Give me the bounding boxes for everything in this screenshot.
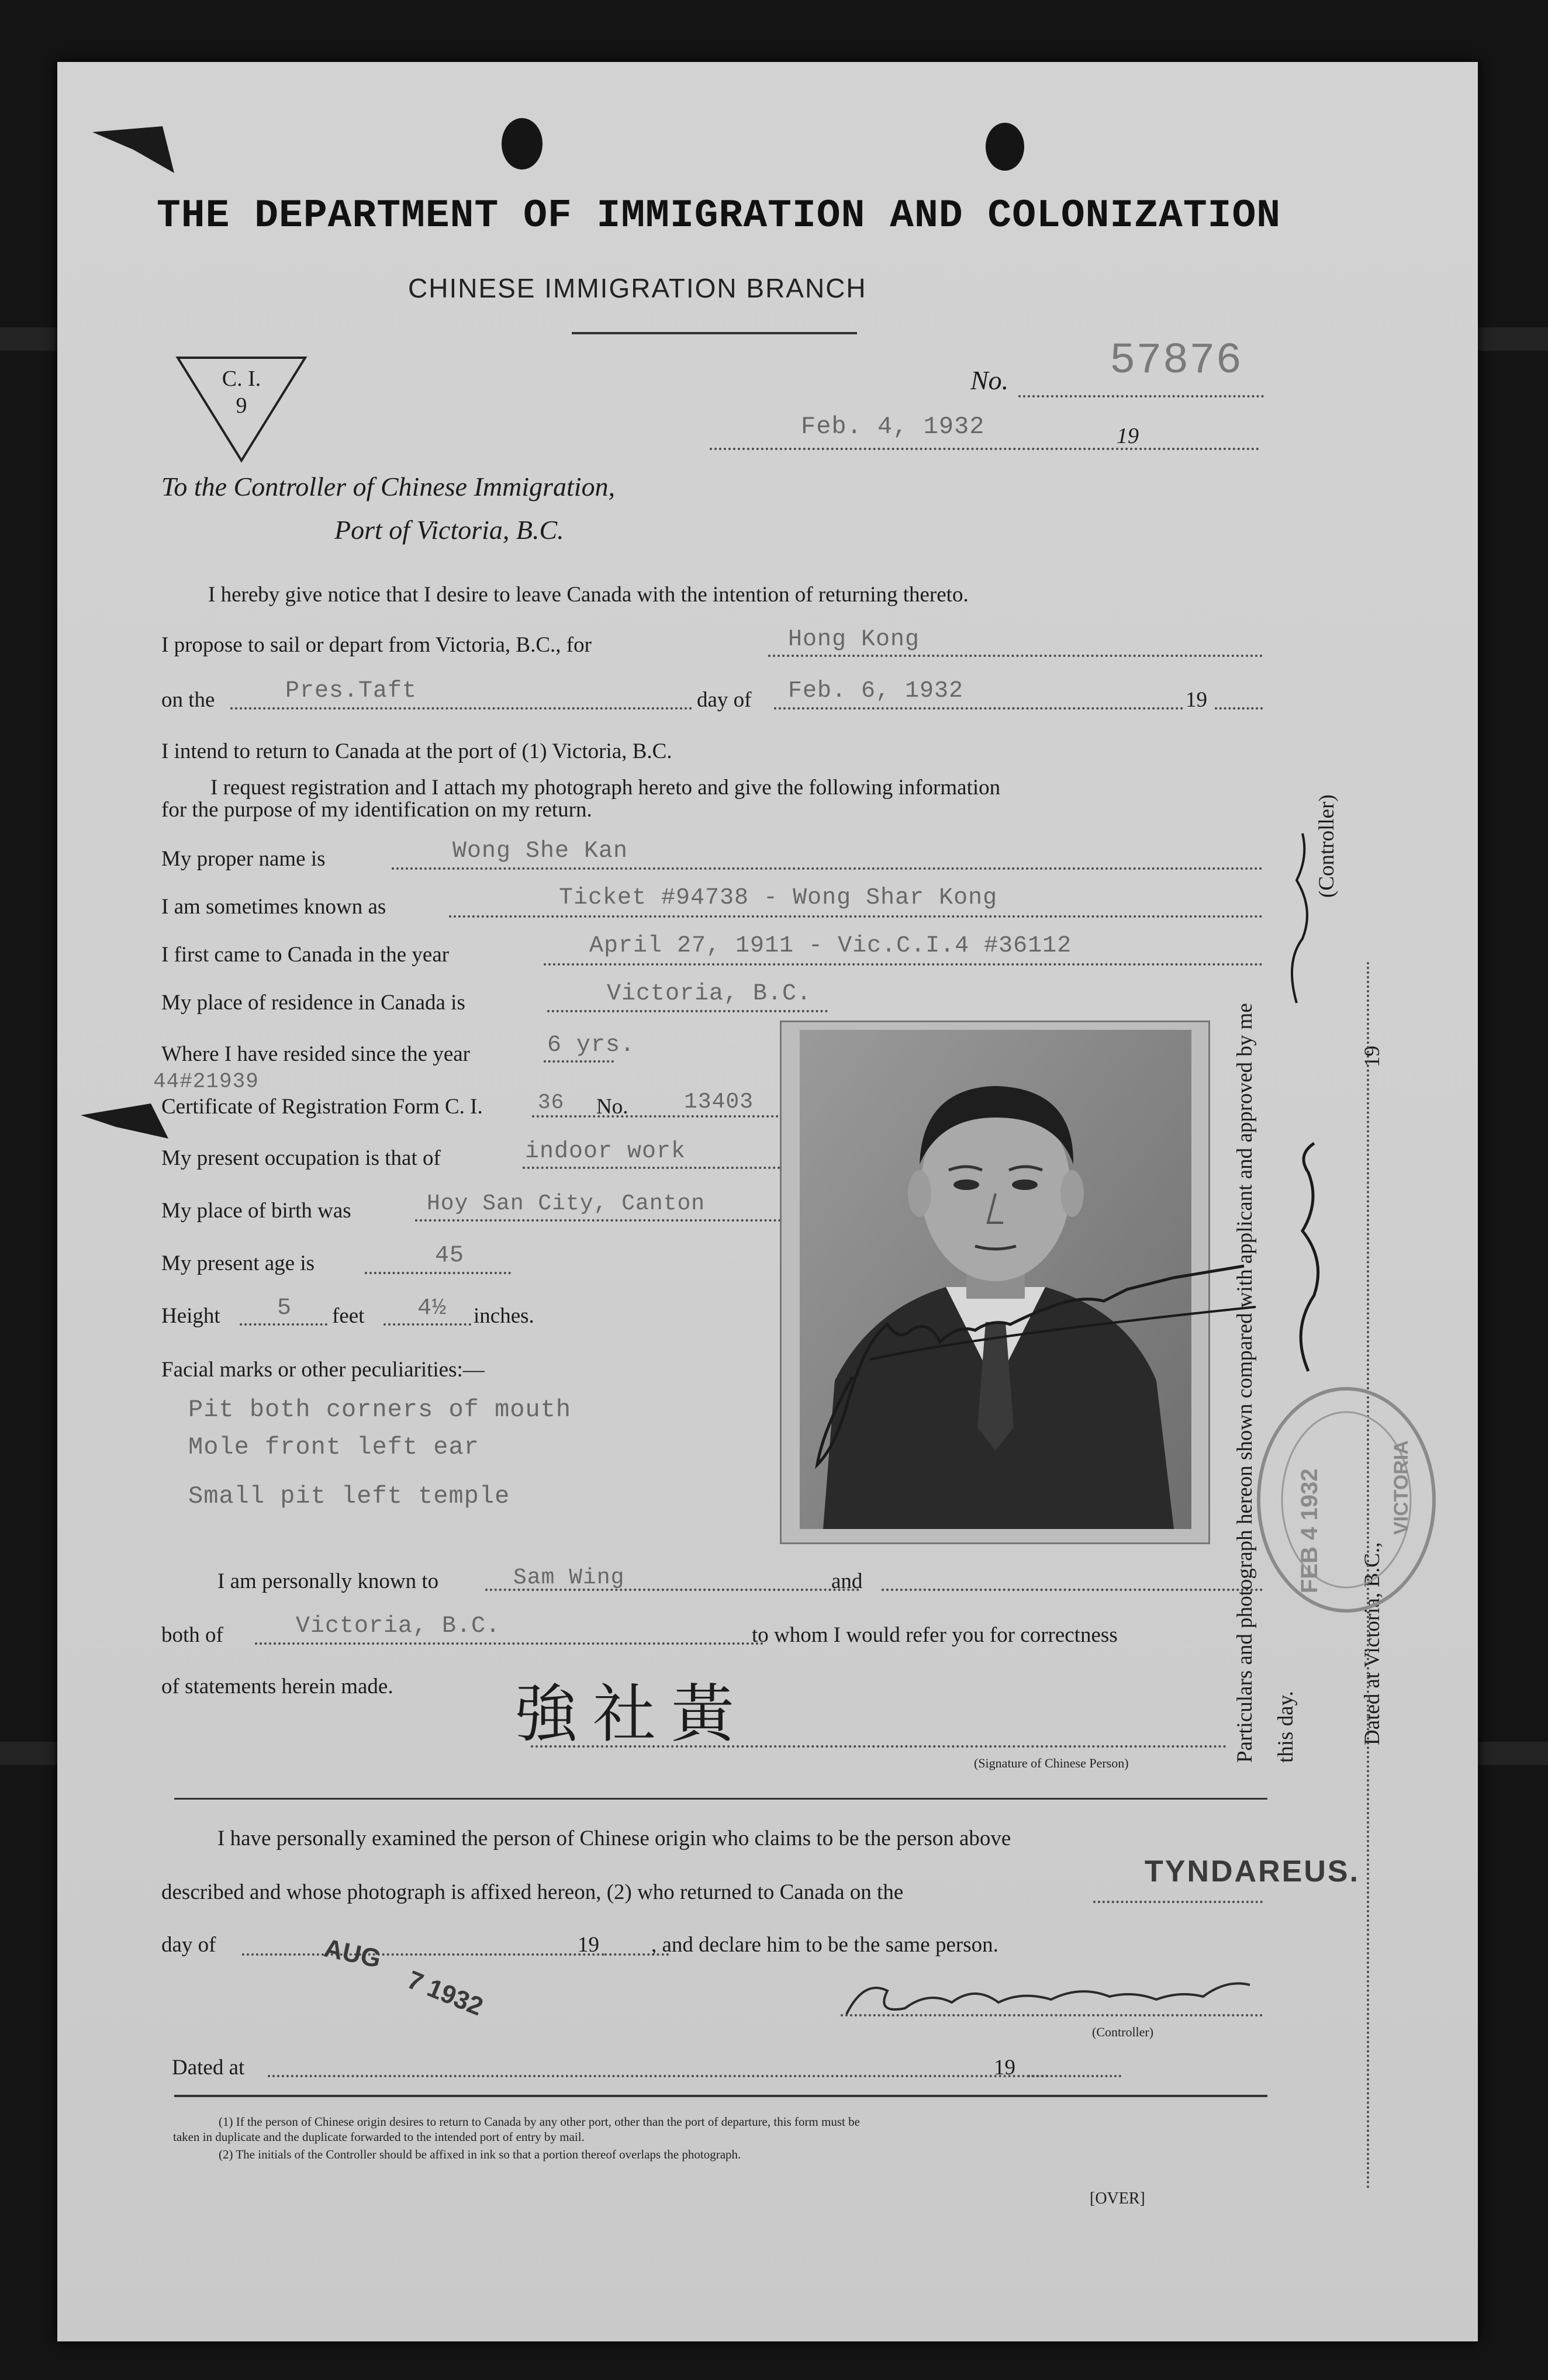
- returned-on-line: [1093, 1901, 1263, 1903]
- first-came-line: [544, 963, 1263, 966]
- residence-label: My place of residence in Canada is: [161, 991, 465, 1015]
- statements-label: of statements herein made.: [161, 1675, 393, 1698]
- certificate-number: 57876: [1110, 337, 1243, 386]
- birthplace: Hoy San City, Canton: [427, 1191, 706, 1216]
- torn-paper-mark: [81, 1103, 168, 1150]
- examined-line: I have personally examined the person of Chinese origin who claims to be the person above: [217, 1826, 1011, 1850]
- punch-hole: [986, 123, 1024, 171]
- footnote-1-line2: taken in duplicate and the duplicate forwarded to the intended port of entry by mail.: [173, 2130, 585, 2144]
- controller-signature-side-2: [1267, 1137, 1338, 1383]
- height-inches-line: [383, 1323, 471, 1326]
- form-code-line2: 9: [236, 393, 247, 418]
- chinese-signature: 強社黃: [514, 1678, 750, 1751]
- over-note: [OVER]: [1090, 2189, 1145, 2208]
- sail-destination: Hong Kong: [788, 627, 920, 653]
- both-of: Victoria, B.C.: [296, 1613, 501, 1639]
- stamp-date: FEB 4 1932: [1297, 1468, 1322, 1593]
- controller-return-signature: [829, 1967, 1273, 2037]
- birthplace-label: My place of birth was: [161, 1199, 351, 1223]
- proper-name-label: My proper name is: [161, 847, 326, 871]
- arrival-stamp-month: AUG: [322, 1933, 383, 1974]
- first-came: April 27, 1911 - Vic.C.I.4 #36112: [589, 933, 1072, 959]
- certificate-no-label: No.: [596, 1095, 628, 1119]
- punch-hole: [502, 118, 543, 169]
- described-line: described and whose photograph is affixed hereon, (2) who returned to Canada on the: [161, 1880, 904, 1904]
- stamp-place: VICTORIA: [1390, 1440, 1412, 1535]
- resided-since-line: [544, 1060, 614, 1063]
- controller-initials-on-photo: [800, 1254, 1279, 1482]
- known-to: Sam Wing: [513, 1565, 625, 1590]
- request-line2: for the purpose of my identification on my return.: [161, 798, 592, 822]
- proper-name-line: [392, 867, 1263, 870]
- dated-at-line: [268, 2075, 1049, 2077]
- departure-date: Feb. 6, 1932: [788, 678, 964, 704]
- age: 45: [435, 1243, 465, 1269]
- side-controller-caption: (Controller): [1315, 794, 1339, 898]
- footnote-1-line1: (1) If the person of Chinese origin desires to return to Canada by any other port, other than the port of departure, this form must be: [219, 2115, 860, 2129]
- certificate-label: Certificate of Registration Form C. I.: [161, 1095, 483, 1119]
- immigration-form-sheet: [57, 62, 1478, 2341]
- known-to-label: I am personally known to: [217, 1569, 439, 1593]
- dated-at-label: Dated at: [172, 2056, 245, 2080]
- torn-corner-mark: [92, 126, 174, 179]
- footnote-2: (2) The initials of the Controller should be affixed in ink so that a portion thereof overlaps the photograph.: [219, 2147, 741, 2161]
- certificate-form: 36: [538, 1091, 565, 1115]
- height-feet-line: [240, 1323, 327, 1326]
- vessel-line: [230, 707, 692, 710]
- margin-note: 44#21939: [153, 1070, 259, 1094]
- return-year-prefix: 19: [578, 1933, 599, 1957]
- occupation-label: My present occupation is that of: [161, 1146, 441, 1170]
- facial-mark-3: Small pit left temple: [188, 1482, 510, 1510]
- ship-stamp: TYNDAREUS.: [1145, 1855, 1360, 1888]
- known-as-label: I am sometimes known as: [161, 895, 386, 919]
- notice-text: I hereby give notice that I desire to leave Canada with the intention of returning thereto.: [208, 583, 969, 607]
- side-year: 19: [1360, 1046, 1384, 1067]
- first-came-label: I first came to Canada in the year: [161, 943, 450, 967]
- signature-caption: (Signature of Chinese Person): [974, 1756, 1129, 1770]
- residence-line: [547, 1010, 828, 1012]
- request-line1: I request registration and I attach my photograph hereto and give the following information: [210, 776, 1001, 800]
- form-date: Feb. 4, 1932: [801, 413, 985, 441]
- age-line: [365, 1272, 511, 1274]
- number-label: No.: [970, 365, 1009, 395]
- controller-signature-side: [1273, 822, 1326, 1015]
- on-the-label: on the: [161, 688, 215, 712]
- particulars-text: Particulars and photograph hereon shown compared with applicant and approved by me: [1233, 1003, 1257, 1763]
- resided-since: 6 yrs.: [547, 1032, 635, 1058]
- refer-label: to whom I would refer you for correctness: [752, 1623, 1118, 1647]
- known-as: Ticket #94738 - Wong Shar Kong: [559, 885, 998, 911]
- proper-name: Wong She Kan: [452, 838, 628, 864]
- victoria-date-stamp: [1250, 1377, 1443, 1623]
- and-label: and: [831, 1569, 863, 1593]
- facial-marks-label: Facial marks or other peculiarities:—: [161, 1358, 485, 1382]
- header-divider: [572, 332, 857, 334]
- controller-line: [841, 2014, 1263, 2016]
- both-of-label: both of: [161, 1623, 223, 1647]
- return-port: I intend to return to Canada at the port of (1) Victoria, B.C.: [161, 739, 672, 763]
- dated-year-line: [1028, 2075, 1121, 2077]
- branch-title: CHINESE IMMIGRATION BRANCH: [408, 273, 867, 303]
- this-day-text: this day.: [1274, 1691, 1298, 1763]
- signature-line: [531, 1745, 1226, 1748]
- height-feet: 5: [277, 1295, 292, 1322]
- return-day-line: [242, 1953, 604, 1956]
- day-of-label: day of: [697, 688, 752, 712]
- sail-label: I propose to sail or depart from Victoria, B.C., for: [161, 633, 592, 657]
- inches-label: inches.: [474, 1304, 534, 1328]
- both-of-line: [255, 1642, 763, 1645]
- dated-at-text: Dated at Victoria, B.C.,: [1360, 1542, 1384, 1745]
- return-controller-caption: (Controller): [1092, 2025, 1154, 2039]
- facial-mark-2: Mole front left ear: [188, 1433, 479, 1461]
- and-line: [882, 1589, 1263, 1591]
- footnote-divider: [174, 2095, 1267, 2097]
- department-title: THE DEPARTMENT OF IMMIGRATION AND COLONIZATION: [157, 193, 1281, 238]
- feet-label: feet: [332, 1304, 365, 1328]
- known-to-line: [485, 1589, 859, 1591]
- vessel-name: Pres.Taft: [285, 678, 417, 704]
- declare-line: , and declare him to be the same person.: [651, 1933, 998, 1957]
- residence: Victoria, B.C.: [607, 981, 812, 1007]
- date-year-prefix: 19: [1117, 424, 1139, 448]
- height-label: Height: [161, 1304, 220, 1328]
- date-line: [710, 448, 1259, 450]
- facial-mark-1: Pit both corners of mouth: [188, 1396, 572, 1424]
- departure-line: [774, 707, 1183, 710]
- number-line: [1018, 395, 1264, 397]
- dated-year: 19: [994, 2056, 1015, 2080]
- height-inches: 4½: [417, 1295, 447, 1322]
- known-as-line: [449, 915, 1263, 918]
- arrival-stamp-day: 7 1932: [403, 1965, 488, 2022]
- addressee-line2: Port of Victoria, B.C.: [334, 515, 564, 545]
- age-label: My present age is: [161, 1251, 315, 1275]
- certificate-no: 13403: [684, 1089, 754, 1115]
- birthplace-line: [415, 1219, 828, 1222]
- year-suffix: 19: [1186, 688, 1207, 712]
- year-line: [1215, 707, 1263, 710]
- form-code-line1: C. I.: [222, 366, 261, 391]
- return-day-of-label: day of: [161, 1933, 216, 1957]
- sail-line: [768, 655, 1263, 657]
- resided-since-label: Where I have resided since the year: [161, 1042, 470, 1066]
- section-divider: [174, 1798, 1267, 1800]
- addressee-line1: To the Controller of Chinese Immigration,: [161, 472, 616, 501]
- occupation: indoor work: [525, 1139, 686, 1165]
